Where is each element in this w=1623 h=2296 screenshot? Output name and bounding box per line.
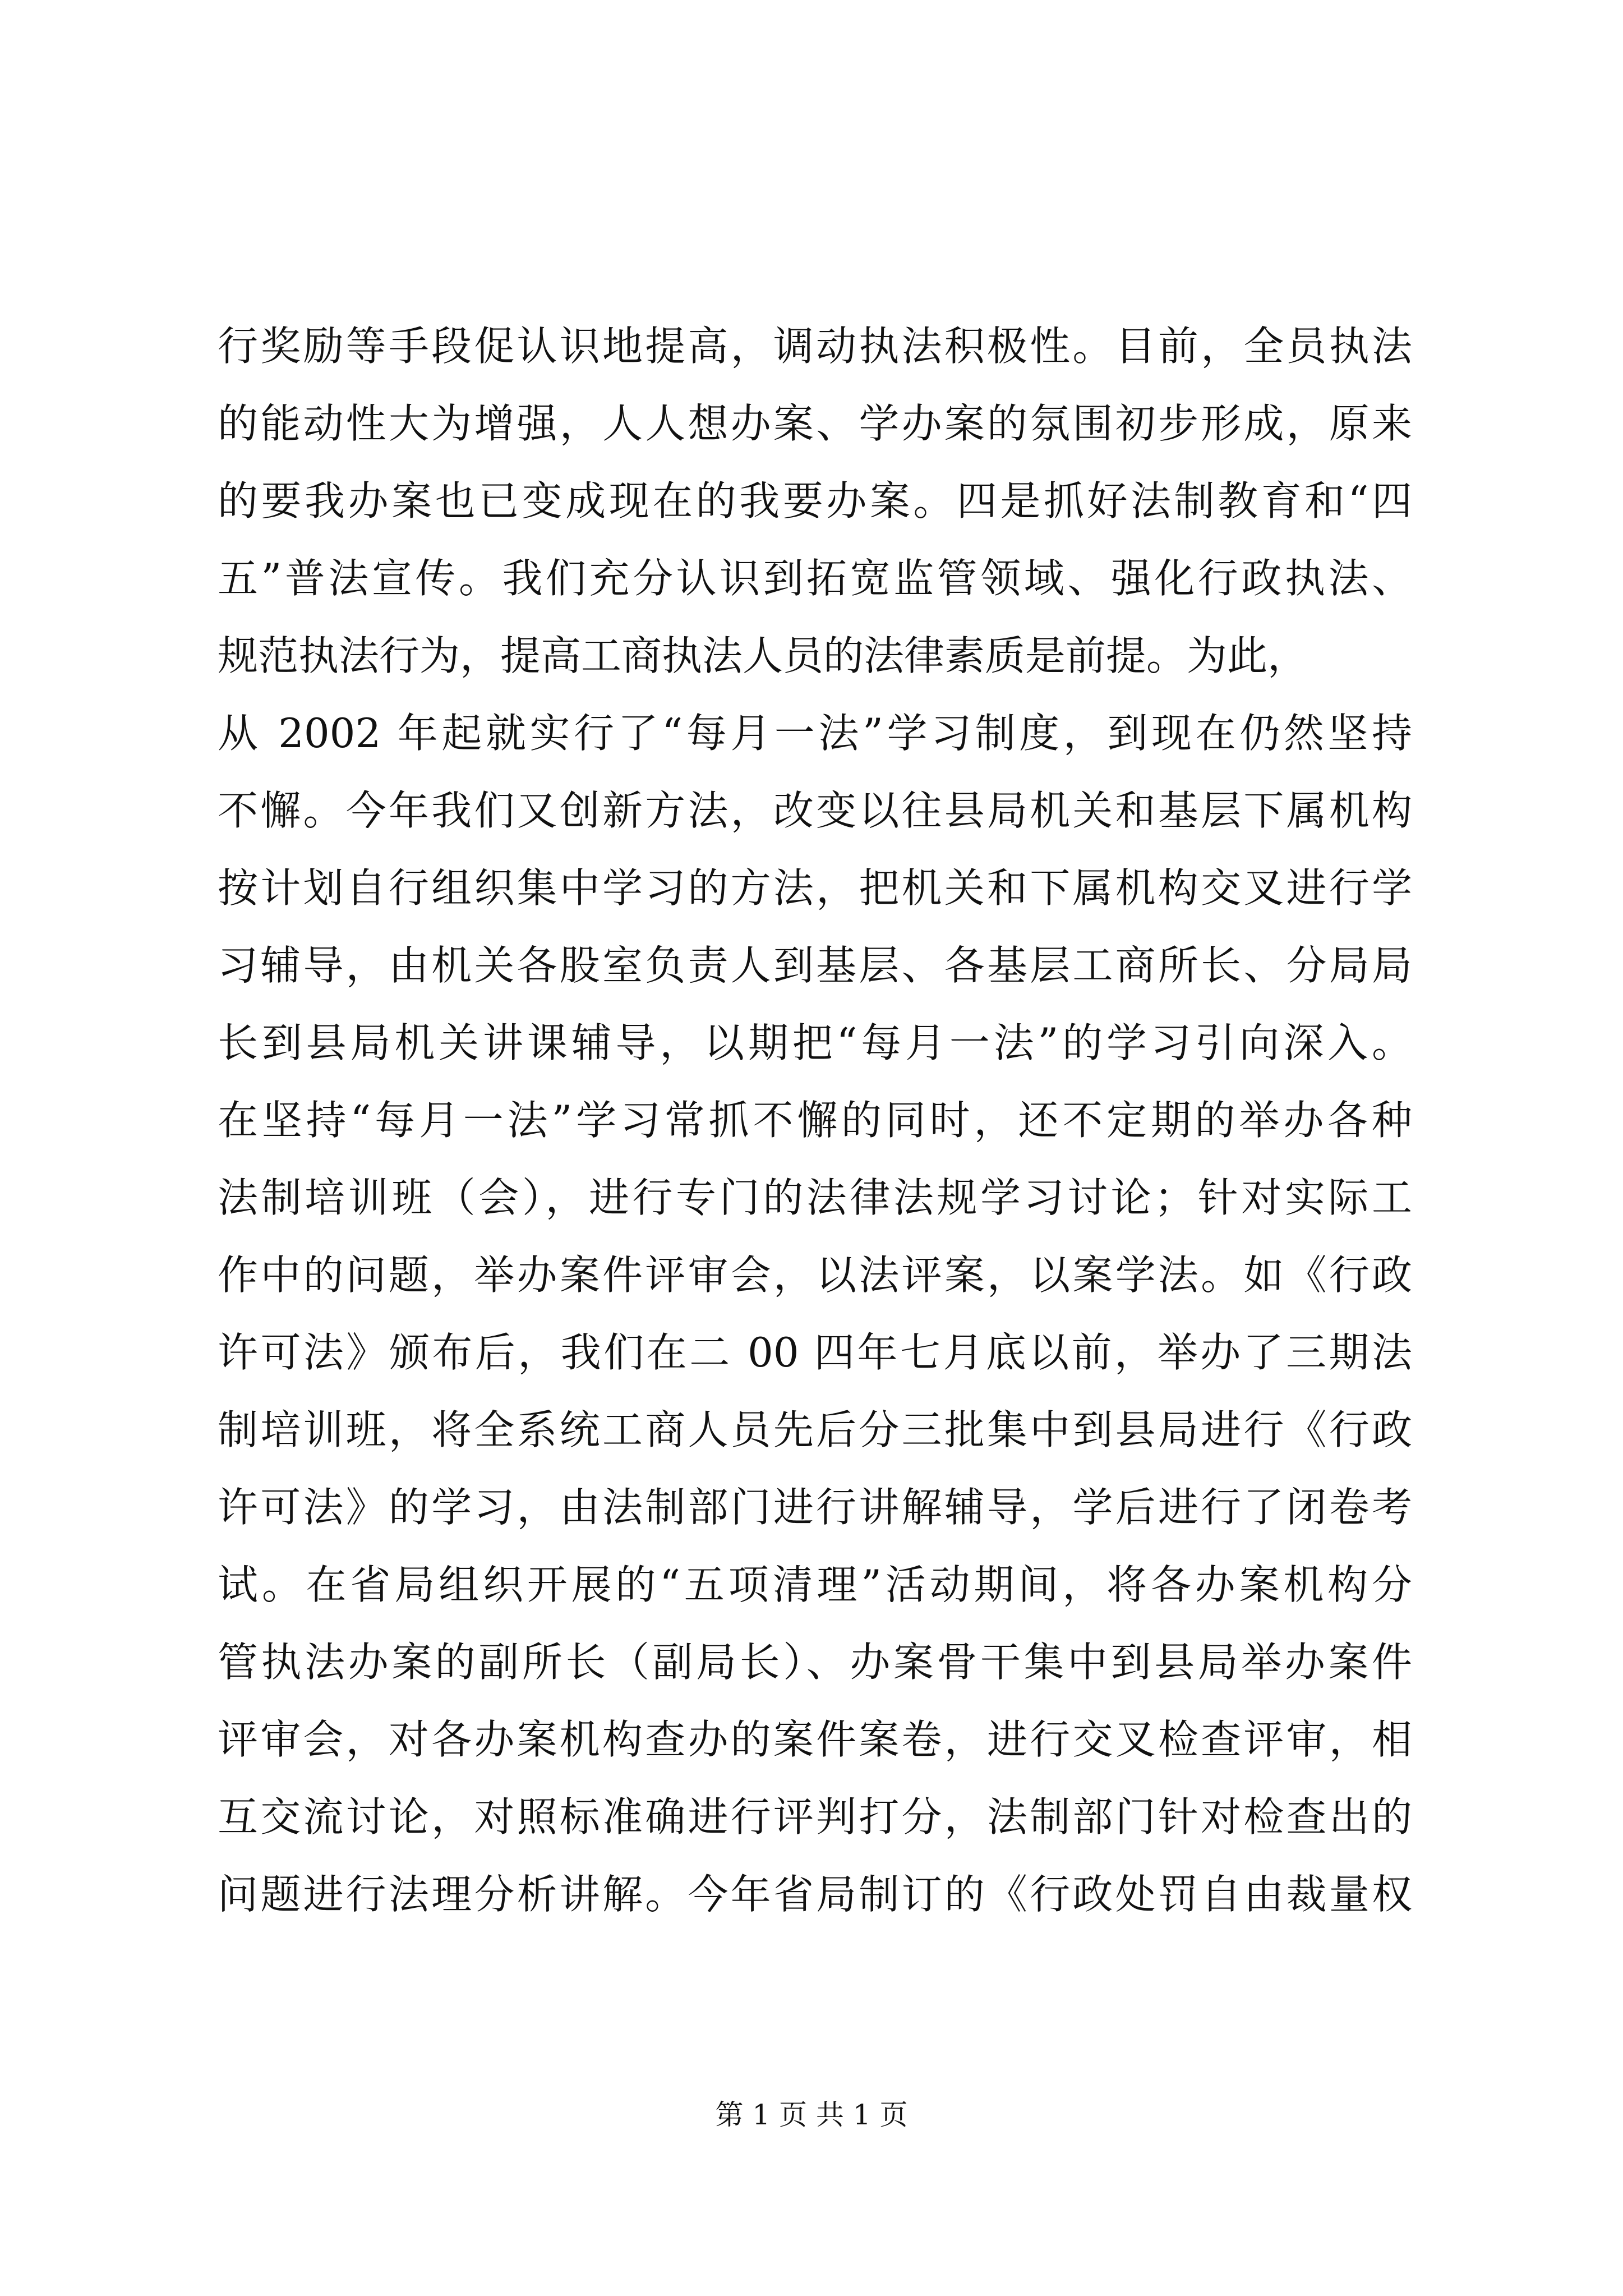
text-line: 习辅导，由机关各股室负责人到基层、各基层工商所长、分局局 <box>218 942 1412 989</box>
text-line: 不懈。今年我们又创新方法，改变以往县局机关和基层下属机构 <box>218 787 1412 834</box>
body-text <box>218 307 1412 1933</box>
text-line: 在坚持“每月一法”学习常抓不懈的同时，还不定期的举办各种 <box>218 1097 1412 1144</box>
text-line: 互交流讨论，对照标准确进行评判打分，法制部门针对检查出的 <box>218 1793 1412 1841</box>
text-line: 行奖励等手段促认识地提高，调动执法积极性。目前，全员执法 <box>218 323 1412 370</box>
text-line: 的要我办案也已变成现在的我要办案。四是抓好法制教育和“四 <box>218 477 1412 524</box>
text-line: 长到县局机关讲课辅导，以期把“每月一法”的学习引向深入。 <box>218 1019 1412 1066</box>
text-line: 试。在省局组织开展的“五项清理”活动期间，将各办案机构分 <box>218 1561 1412 1608</box>
text-line: 制培训班，将全系统工商人员先后分三批集中到县局进行《行政 <box>218 1406 1412 1453</box>
text-line: 评审会，对各办案机构查办的案件案卷，进行交叉检查评审，相 <box>218 1716 1412 1763</box>
text-line: 从 2002 年起就实行了“每月一法”学习制度，到现在仍然坚持 <box>218 710 1412 757</box>
text-line: 许可法》颁布后，我们在二 00 四年七月底以前，举办了三期法 <box>218 1329 1412 1376</box>
text-line: 的能动性大为增强，人人想办案、学办案的氛围初步形成，原来 <box>218 400 1412 447</box>
text-line: 许可法》的学习，由法制部门进行讲解辅导，学后进行了闭卷考 <box>218 1484 1412 1531</box>
text-line: 问题进行法理分析讲解。今年省局制订的《行政处罚自由裁量权 <box>218 1871 1412 1918</box>
text-line: 管执法办案的副所长（副局长）、办案骨干集中到县局举办案件 <box>218 1639 1412 1686</box>
text-line: 规范执法行为，提高工商执法人员的法律素质是前提。为此， <box>218 632 1308 679</box>
page-footer: 第 1 页 共 1 页 <box>715 2099 908 2131</box>
text-line: 法制培训班（会），进行专门的法律法规学习讨论；针对实际工 <box>218 1174 1412 1221</box>
text-line: 作中的问题，举办案件评审会，以法评案，以案学法。如《行政 <box>218 1251 1412 1299</box>
text-line: 按计划自行组织集中学习的方法，把机关和下属机构交叉进行学 <box>218 864 1412 912</box>
text-line: 五”普法宣传。我们充分认识到拓宽监管领域、强化行政执法、 <box>218 555 1412 602</box>
